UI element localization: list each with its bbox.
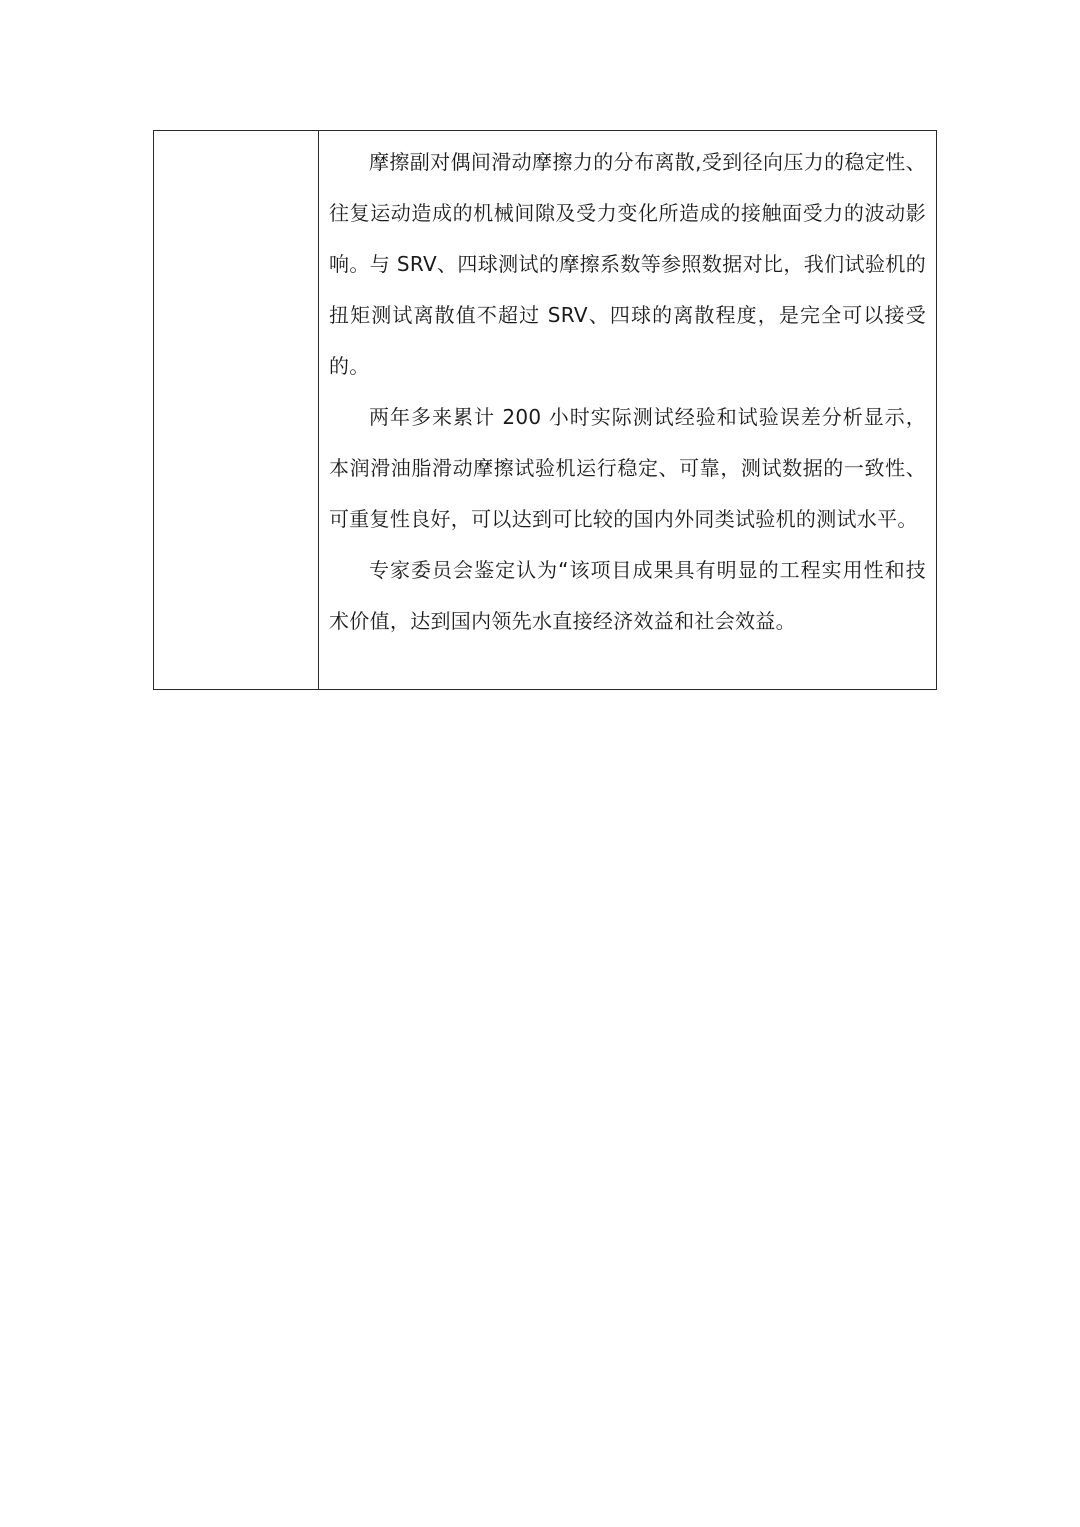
left-label-cell	[154, 131, 319, 690]
paragraph-expert-conclusion: 专家委员会鉴定认为“该项目成果具有明显的工程实用性和技术价值，达到国内领先水直接经济效益和社会效益。	[329, 558, 926, 633]
content-cell	[319, 131, 937, 690]
evaluation-table	[153, 130, 937, 690]
table-row	[154, 131, 937, 690]
paragraph-friction-dispersion: 摩擦副对偶间滑动摩擦力的分布离散,受到径向压力的稳定性、往复运动造成的机械间隙及受力变化所造成的接触面受力的波动影响。与 SRV、四球测试的摩擦系数等参照数据对比，我们试验机的扭矩测试离散值不超过 SRV、四球的离散程度，是完全可以接受的。	[329, 150, 926, 378]
paragraph-test-experience: 两年多来累计 200 小时实际测试经验和试验误差分析显示，本润滑油脂滑动摩擦试验机运行稳定、可靠，测试数据的一致性、可重复性良好，可以达到可比较的国内外同类试验机的测试水平。	[329, 405, 926, 531]
